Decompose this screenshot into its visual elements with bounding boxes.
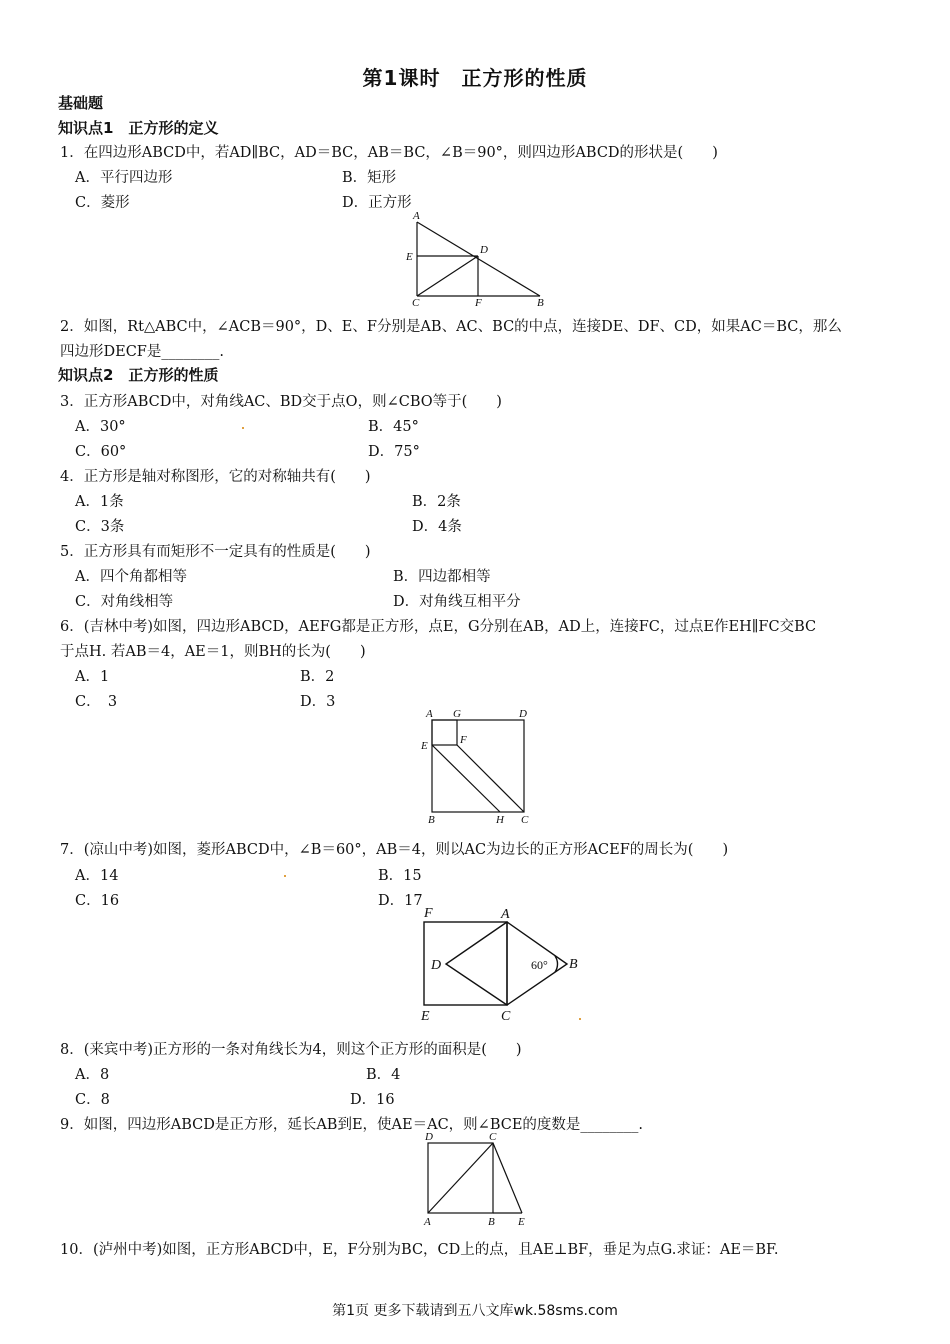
label-b: B (537, 297, 544, 307)
q4-option-b: B．2条 (412, 494, 461, 510)
label-c: C (501, 1009, 511, 1024)
section-basic: 基础题 (58, 94, 104, 112)
stray-dot (284, 875, 286, 877)
q4-stem: 4．正方形是轴对称图形，它的对称轴共有( ) (60, 469, 371, 485)
label-e: E (406, 251, 413, 263)
label-e: E (421, 1009, 430, 1024)
page-title: 第1课时 正方形的性质 (362, 66, 588, 90)
label-g: G (453, 708, 461, 720)
q1-option-b: B．矩形 (342, 170, 397, 186)
label-d: D (480, 244, 488, 256)
q7-option-b: B．15 (378, 868, 422, 884)
label-b: B (569, 957, 578, 972)
q3-stem: 3．正方形ABCD中，对角线AC、BD交于点O，则∠CBO等于( ) (60, 394, 502, 410)
q1-option-d: D．正方形 (342, 195, 412, 211)
q7-option-c: C．16 (75, 893, 120, 909)
q2-line2: 四边形DECF是________. (60, 344, 224, 360)
label-b: B (488, 1216, 495, 1228)
knowledge-point-1: 知识点1 正方形的定义 (58, 119, 219, 137)
q7-option-d: D．17 (378, 893, 423, 909)
label-f: F (424, 906, 433, 921)
q6-option-d: D．3 (300, 694, 336, 710)
page-footer: 第1页 更多下载请到五八文库wk.58sms.com (332, 1303, 618, 1319)
stray-dot (242, 427, 244, 429)
figure-q6-squares (418, 705, 538, 827)
segment-ce (493, 1143, 522, 1213)
q1-option-c: C．菱形 (75, 195, 130, 211)
label-a: A (426, 708, 433, 720)
q1-option-a: A．平行四边形 (75, 170, 173, 186)
q7-option-a: A．14 (75, 868, 119, 884)
label-a: A (501, 907, 510, 922)
q8-option-d: D．16 (350, 1092, 395, 1108)
q10-stem: 10．(泸州中考)如图，正方形ABCD中，E，F分别为BC，CD上的点，且AE⊥BF，垂足为点G.求证：AE＝BF. (60, 1242, 779, 1258)
label-f: F (475, 297, 482, 307)
label-angle-60: 60° (531, 958, 548, 972)
label-c: C (521, 814, 529, 826)
q4-option-d: D．4条 (412, 519, 462, 535)
label-a: A (424, 1216, 431, 1228)
q3-option-d: D．75° (368, 444, 420, 460)
figure-q9-square (418, 1128, 538, 1228)
label-a: A (413, 210, 420, 222)
q6-option-a: A．1 (75, 669, 110, 685)
label-c: C (489, 1131, 497, 1143)
figure-q7-rhombus-square (412, 902, 592, 1024)
q8-option-b: B．4 (366, 1067, 401, 1083)
q2-line1: 2．如图，Rt△ABC中，∠ACB＝90°，D、E、F分别是AB、AC、BC的中点，连接DE、DF、CD，如果AC＝BC，那么 (60, 319, 842, 335)
q4-option-a: A．1条 (75, 494, 124, 510)
stray-dot (579, 1018, 581, 1020)
q8-option-c: C．8 (75, 1092, 110, 1108)
q7-stem: 7．(凉山中考)如图，菱形ABCD中，∠B＝60°，AB＝4，则以AC为边长的正方形ACEF的周长为( ) (60, 842, 729, 858)
q5-option-c: C．对角线相等 (75, 594, 174, 610)
q8-option-a: A．8 (75, 1067, 110, 1083)
q9-stem: 9．如图，四边形ABCD是正方形，延长AB到E，使AE＝AC，则∠BCE的度数是________. (60, 1117, 644, 1133)
figure-q2-triangle (400, 207, 560, 307)
square-aefg (432, 720, 457, 745)
q8-stem: 8．(来宾中考)正方形的一条对角线长为4，则这个正方形的面积是( ) (60, 1042, 522, 1058)
q3-option-c: C．60° (75, 444, 127, 460)
q1-stem: 1．在四边形ABCD中，若AD∥BC，AD＝BC，AB＝BC，∠B＝90°，则四边形ABCD的形状是( ) (60, 145, 718, 161)
label-h: H (496, 814, 504, 826)
knowledge-point-2: 知识点2 正方形的性质 (58, 366, 219, 384)
label-e: E (421, 740, 428, 752)
q6-option-c: C． 3 (75, 694, 118, 710)
q3-option-b: B．45° (368, 419, 419, 435)
q6-option-b: B．2 (300, 669, 335, 685)
label-d: D (425, 1131, 433, 1143)
q5-stem: 5．正方形具有而矩形不一定具有的性质是( ) (60, 544, 371, 560)
angle-arc-b (555, 956, 558, 972)
segment-cd (417, 256, 478, 296)
label-d: D (431, 958, 442, 973)
label-b: B (428, 814, 435, 826)
q4-option-c: C．3条 (75, 519, 125, 535)
label-d: D (519, 708, 527, 720)
q3-option-a: A．30° (75, 419, 126, 435)
q6-line2: 于点H. 若AB＝4，AE＝1，则BH的长为( ) (60, 644, 366, 660)
q5-option-d: D．对角线互相平分 (393, 594, 521, 610)
diagonal-ac (428, 1143, 493, 1213)
label-c: C (412, 297, 420, 307)
q5-option-b: B．四边都相等 (393, 569, 491, 585)
q5-option-a: A．四个角都相等 (75, 569, 187, 585)
label-e: E (518, 1216, 525, 1228)
label-f: F (460, 734, 467, 746)
q6-line1: 6．(吉林中考)如图，四边形ABCD，AEFG都是正方形，点E，G分别在AB，AD上，连接FC，过点E作EH∥FC交BC (60, 619, 817, 635)
